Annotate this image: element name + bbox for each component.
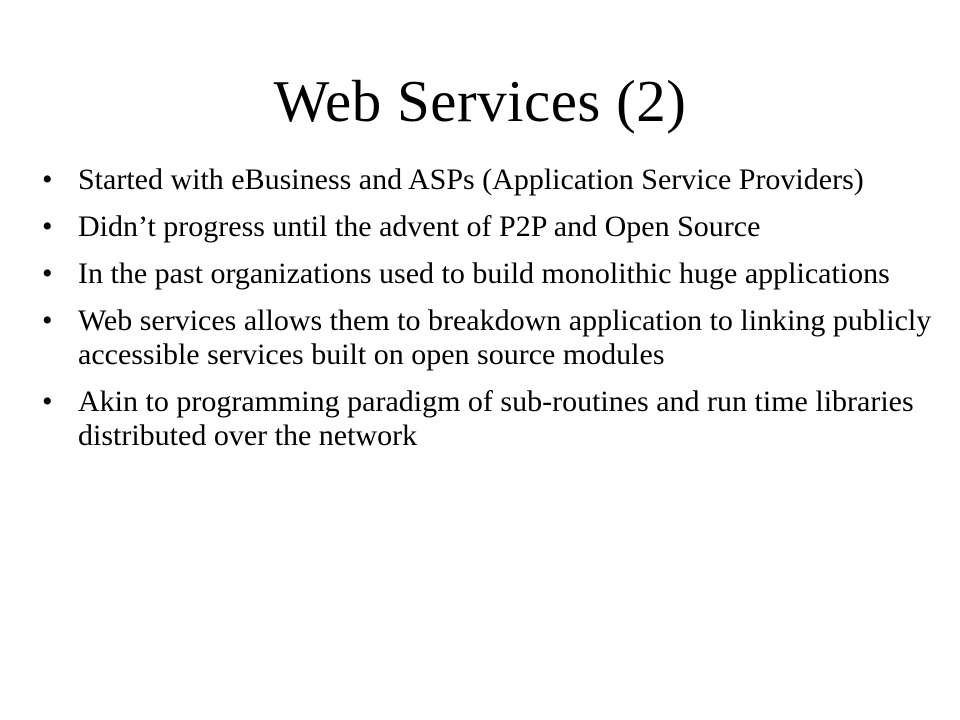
bullet-item	[42, 304, 932, 372]
bullet-item	[42, 385, 932, 453]
bullet-icon: •	[42, 163, 53, 196]
bullet-text: In the past organizations used to build monolithic huge applications	[78, 257, 890, 290]
bullet-text: Didn’t progress until the advent of P2P and Open Source	[78, 210, 761, 243]
bullet-list	[42, 163, 932, 466]
bullet-item	[42, 163, 932, 197]
bullet-icon: •	[42, 304, 53, 337]
bullet-item	[42, 210, 932, 244]
bullet-icon: •	[42, 257, 53, 290]
slide-title: Web Services (2)	[273, 68, 687, 134]
bullet-text: Akin to programming paradigm of sub-routines and run time libraries distributed over the network	[78, 385, 914, 452]
bullet-item	[42, 257, 932, 291]
bullet-icon: •	[42, 210, 53, 243]
bullet-text: Started with eBusiness and ASPs (Application Service Providers)	[78, 163, 864, 196]
bullet-icon: •	[42, 385, 53, 418]
bullet-text: Web services allows them to breakdown application to linking publicly accessible services built on open source modules	[78, 304, 932, 371]
